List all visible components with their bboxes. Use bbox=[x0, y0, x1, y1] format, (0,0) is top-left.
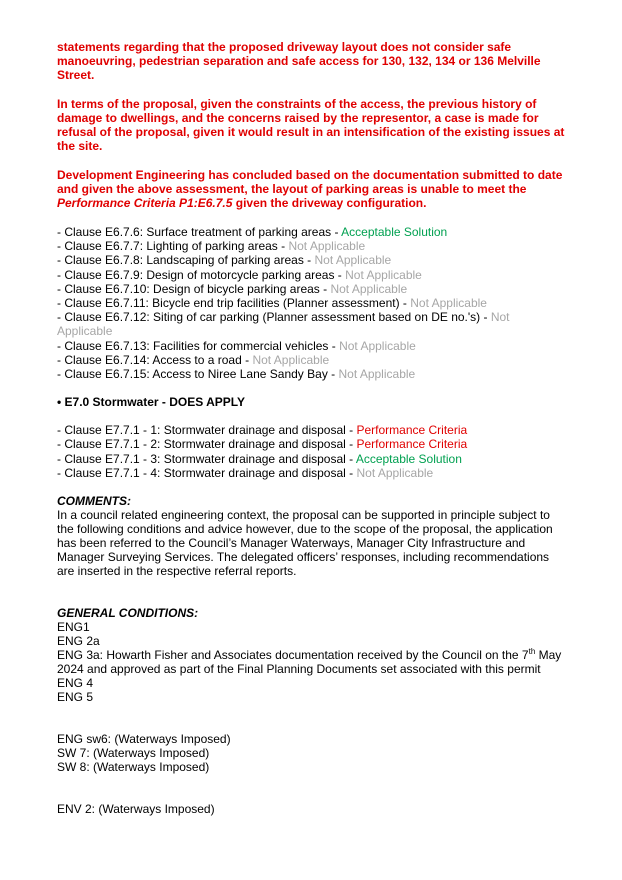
performance-criteria-reference: Performance Criteria P1:E6.7.5 bbox=[57, 196, 233, 210]
clause-label: - Clause E6.7.12: Siting of car parking (Planner assessment based on DE no.'s) - bbox=[57, 310, 491, 325]
conclusion-text-end: given the driveway configuration. bbox=[232, 196, 427, 210]
clause-label: - Clause E6.7.6: Surface treatment of parking areas - bbox=[57, 225, 342, 239]
general-conditions-list bbox=[57, 620, 567, 704]
clause-status: Performance Criteria bbox=[356, 437, 468, 452]
clause-status: Not Applicable bbox=[338, 367, 416, 382]
clause-label: - Clause E6.7.11: Bicycle end trip facilities (Planner assessment) - bbox=[57, 296, 411, 311]
clause-label: - Clause E6.7.10: Design of bicycle parking areas - bbox=[57, 281, 331, 296]
clause-status: Not Applicable bbox=[330, 281, 408, 296]
conclusion-text-start: Development Engineering has concluded based on the documentation submitted to date and given the above assessment, the layout of parking areas is unable to meet the bbox=[57, 168, 563, 196]
comments-heading: COMMENTS: bbox=[57, 494, 131, 509]
condition-eng1: ENG1 bbox=[57, 620, 90, 635]
clause-status: Not Applicable bbox=[356, 465, 434, 480]
clause-row bbox=[57, 253, 567, 267]
document-page bbox=[57, 40, 567, 816]
stormwater-clause-list bbox=[57, 423, 567, 480]
condition-eng-sw6: ENG sw6: (Waterways Imposed) bbox=[57, 732, 231, 747]
clause-status: Not Applicable bbox=[288, 239, 366, 254]
clause-row bbox=[57, 225, 567, 239]
clause-status: Acceptable Solution bbox=[355, 451, 462, 466]
parking-clause-list bbox=[57, 225, 567, 381]
clause-label: - Clause E6.7.8: Landscaping of parking areas - bbox=[57, 253, 315, 268]
paragraph-driveway-statements: statements regarding that the proposed driveway layout does not consider safe manoeuvring, pedestrian separation and safe access for 130, 132, 134 or 136 Melville Street. bbox=[57, 40, 541, 82]
clause-row bbox=[57, 339, 567, 353]
clause-label: - Clause E6.7.7: Lighting of parking areas - bbox=[57, 239, 289, 254]
clause-status: Not Applicable bbox=[314, 253, 392, 268]
clause-label: - Clause E7.7.1 - 4: Stormwater drainage and disposal - bbox=[57, 465, 357, 480]
condition-sw7: SW 7: (Waterways Imposed) bbox=[57, 746, 210, 761]
clause-row bbox=[57, 423, 567, 437]
clause-row bbox=[57, 452, 567, 466]
comments-text: In a council related engineering context, the proposal can be supported in principle subject to the following conditions and advice however, due to the scope of the proposal, the application has been referred to the Council’s Manager Waterways, Manager City Infrastructure and Manager Surveying Services. The delegated officers’ responses, including recommendations are inserted in the respective referral reports. bbox=[57, 508, 553, 579]
paragraph-conclusion bbox=[57, 168, 567, 210]
environment-conditions-list bbox=[57, 802, 567, 816]
condition-eng5: ENG 5 bbox=[57, 690, 94, 705]
clause-row bbox=[57, 268, 567, 282]
clause-label: - Clause E7.7.1 - 1: Stormwater drainage and disposal - bbox=[57, 423, 357, 438]
paragraph-refusal-case: In terms of the proposal, given the constraints of the access, the previous history of damage to dwellings, and the concerns raised by the representor, a case is made for refusal of the proposal, given it would result in an intensification of the existing issues at the site. bbox=[57, 97, 565, 153]
clause-label: - Clause E6.7.15: Access to Niree Lane Sandy Bay - bbox=[57, 367, 339, 382]
clause-row bbox=[57, 353, 567, 367]
clause-status: Not Applicable bbox=[345, 267, 422, 282]
clause-label: - Clause E6.7.14: Access to a road - bbox=[57, 352, 253, 367]
condition-eng2a: ENG 2a bbox=[57, 634, 100, 649]
stormwater-heading: • E7.0 Stormwater - DOES APPLY bbox=[57, 395, 246, 410]
clause-status: Acceptable Solution bbox=[341, 225, 448, 239]
clause-label: - Clause E7.7.1 - 3: Stormwater drainage and disposal - bbox=[57, 451, 356, 466]
condition-eng4: ENG 4 bbox=[57, 676, 94, 691]
clause-label: - Clause E6.7.9: Design of motorcycle parking areas - bbox=[57, 267, 346, 282]
clause-status: Not Applicable bbox=[252, 352, 330, 367]
clause-row bbox=[57, 296, 567, 310]
clause-status: Not Applicable bbox=[339, 338, 416, 353]
clause-row bbox=[57, 437, 567, 451]
clause-row bbox=[57, 239, 567, 253]
clause-row bbox=[57, 466, 567, 480]
clause-label: - Clause E6.7.13: Facilities for commercial vehicles - bbox=[57, 338, 340, 353]
condition-eng3a bbox=[57, 648, 567, 676]
waterways-conditions-list bbox=[57, 732, 567, 774]
clause-status: Not Applicable bbox=[57, 310, 510, 339]
eng3a-text-start: ENG 3a: Howarth Fisher and Associates documentation received by the Council on the 7 bbox=[57, 648, 529, 663]
general-conditions-heading: GENERAL CONDITIONS: bbox=[57, 606, 199, 621]
condition-env2: ENV 2: (Waterways Imposed) bbox=[57, 802, 215, 817]
clause-row bbox=[57, 310, 567, 338]
clause-status: Not Applicable bbox=[410, 296, 487, 311]
clause-label: - Clause E7.7.1 - 2: Stormwater drainage and disposal - bbox=[57, 437, 357, 452]
eng3a-text-end: May 2024 and approved as part of the Final Planning Documents set associated with this permit bbox=[57, 648, 562, 677]
clause-row bbox=[57, 367, 567, 381]
clause-status: Performance Criteria bbox=[356, 423, 468, 438]
condition-sw8: SW 8: (Waterways Imposed) bbox=[57, 760, 210, 775]
clause-row bbox=[57, 282, 567, 296]
eng3a-superscript: th bbox=[528, 647, 536, 657]
